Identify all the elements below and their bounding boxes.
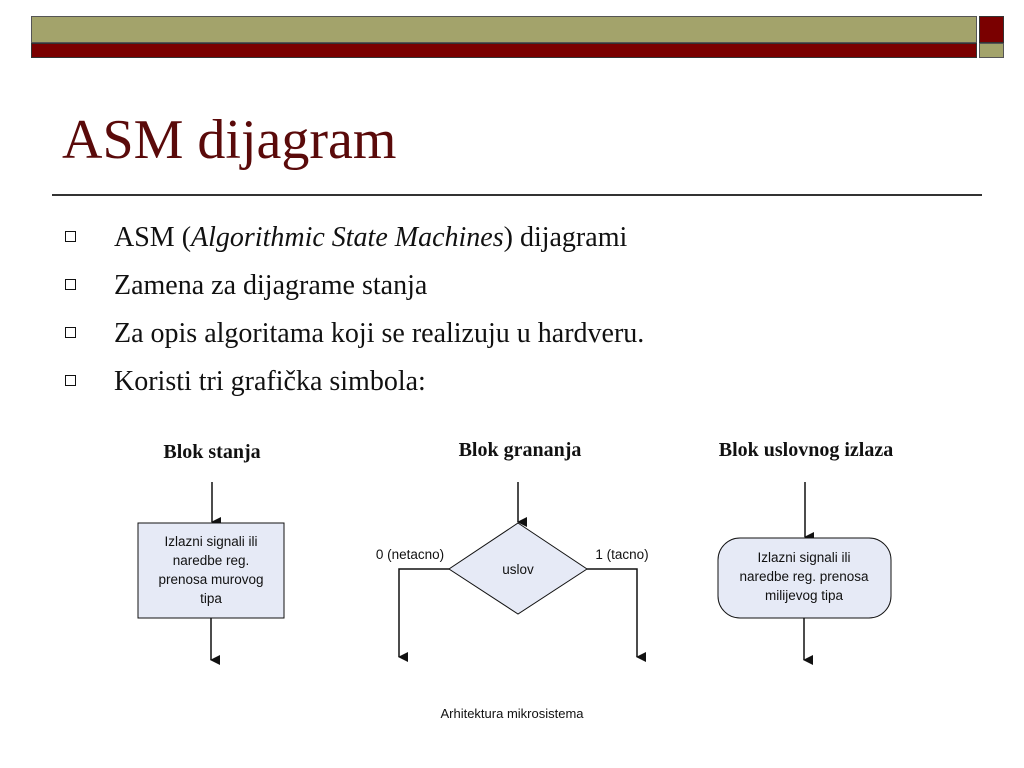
state-block-line: tipa bbox=[200, 591, 222, 606]
bullet-text-emphasis: Algorithmic State Machines bbox=[191, 222, 504, 253]
bullet-text: Zamena za dijagrame stanja bbox=[114, 270, 428, 301]
bullet-text-post: ) dijagrami bbox=[503, 222, 628, 253]
conditional-output-line: milijevog tipa bbox=[764, 588, 844, 603]
decision-block-heading: Blok grananja bbox=[458, 439, 582, 461]
state-block-line: naredbe reg. bbox=[172, 553, 250, 568]
bullet-text: Koristi tri grafička simbola: bbox=[114, 366, 426, 397]
state-block-heading: Blok stanja bbox=[163, 441, 261, 463]
slide-footer: Arhitektura mikrosistema bbox=[440, 706, 584, 721]
true-branch-label: 1 (tacno) bbox=[595, 547, 649, 562]
bullet-text: Za opis algoritama koji se realizuju u hardveru. bbox=[114, 318, 645, 349]
conditional-output-line: Izlazni signali ili bbox=[757, 550, 851, 565]
false-branch-label: 0 (netacno) bbox=[375, 547, 445, 562]
conditional-output-heading: Blok uslovnog izlaza bbox=[718, 439, 894, 461]
true-branch-arrow bbox=[587, 569, 637, 657]
state-block-line: prenosa murovog bbox=[158, 572, 264, 587]
decision-condition: uslov bbox=[502, 562, 534, 577]
state-block-line: Izlazni signali ili bbox=[164, 534, 258, 549]
slide-title: ASM dijagram bbox=[62, 109, 397, 171]
false-branch-arrow bbox=[399, 569, 449, 657]
bullet-text-pre: ASM ( bbox=[114, 222, 192, 253]
conditional-output-line: naredbe reg. prenosa bbox=[739, 569, 869, 584]
